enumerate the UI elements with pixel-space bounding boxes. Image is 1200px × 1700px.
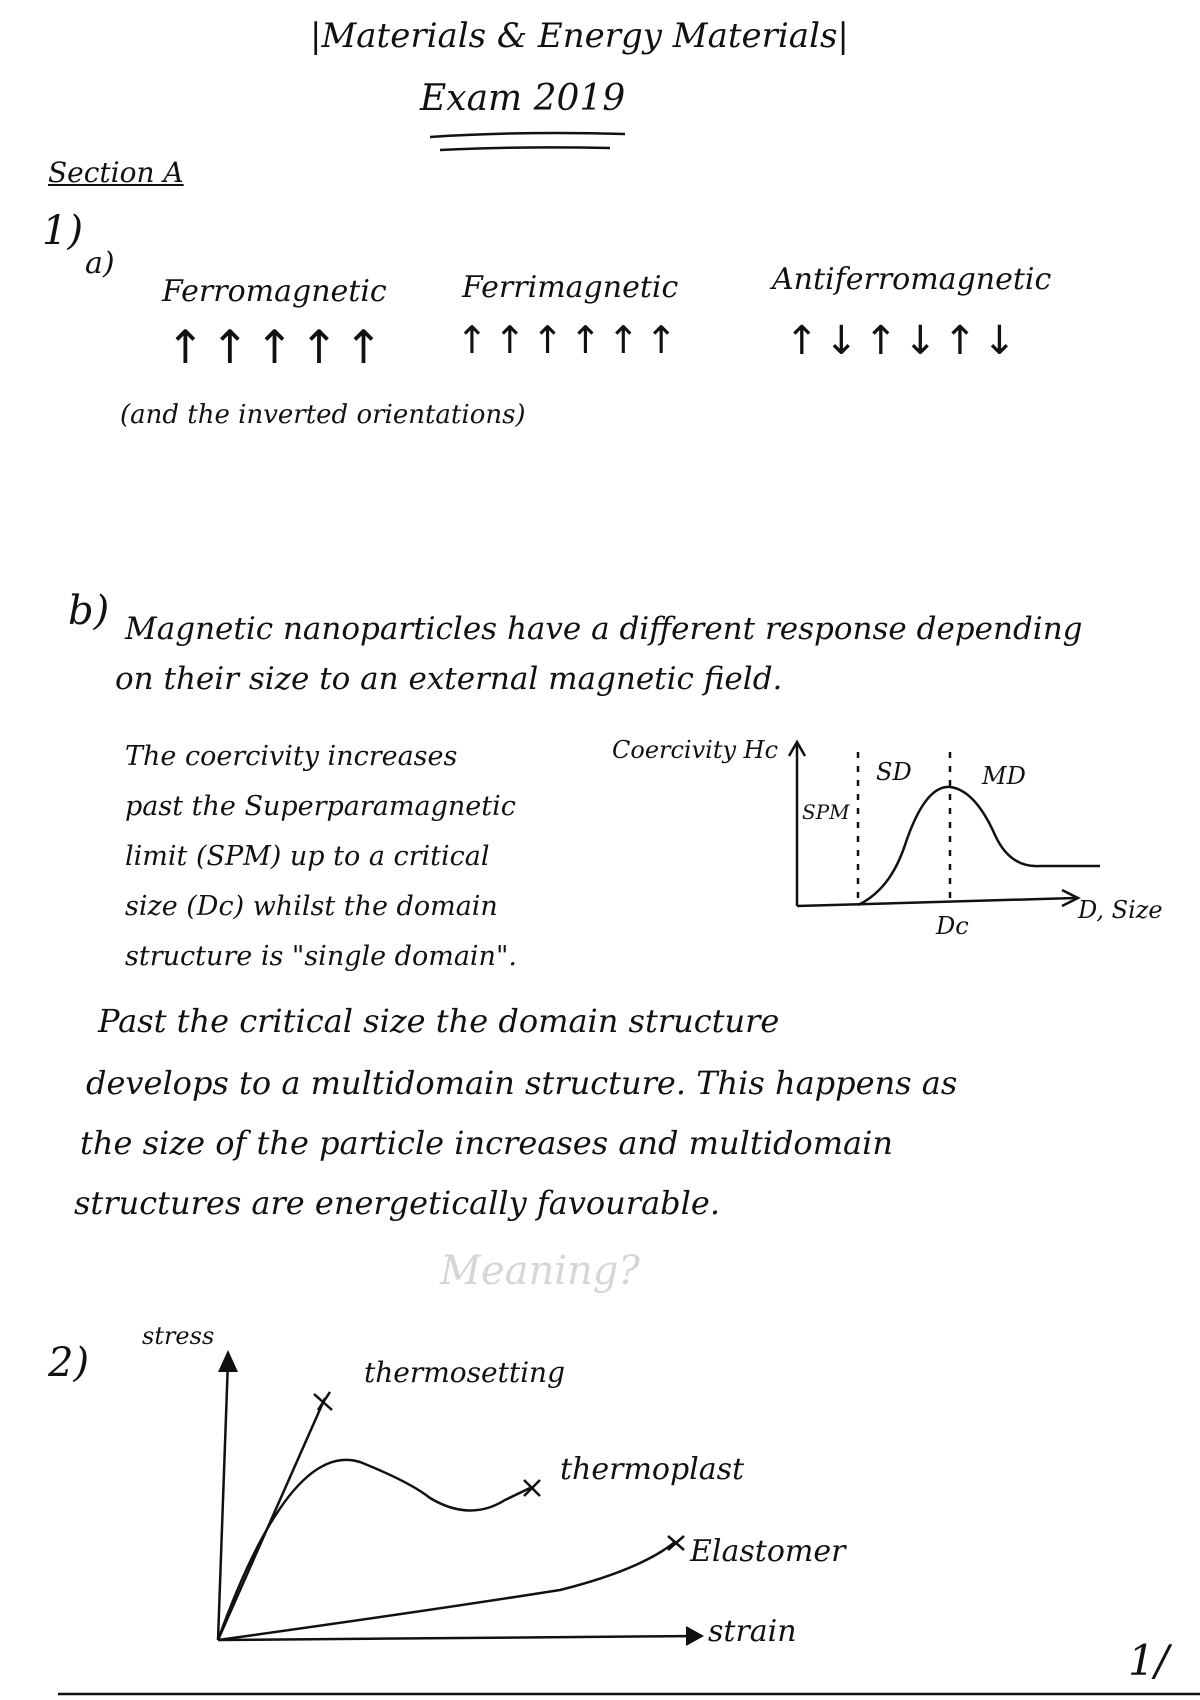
elastomer-label: Elastomer bbox=[690, 1534, 846, 1569]
page-title-bar: |Materials & Energy Materials| bbox=[310, 16, 849, 56]
title-underline-2 bbox=[440, 147, 610, 150]
strain-axis-label: strain bbox=[708, 1614, 797, 1649]
exam-year: Exam 2019 bbox=[420, 78, 626, 119]
spm-region-label: SPM bbox=[802, 800, 850, 824]
part-a-label: a) bbox=[85, 246, 115, 281]
coercivity-line-2: past the Superparamagnetic bbox=[125, 791, 516, 822]
page-number: 1/ bbox=[1128, 1636, 1169, 1685]
part-b-intro-line-1: Magnetic nanoparticles have a different response depending bbox=[125, 611, 1083, 647]
antiferromagnetic-label: Antiferromagnetic bbox=[772, 262, 1052, 297]
stress-axis-label: stress bbox=[142, 1322, 215, 1350]
question-2-number: 2) bbox=[48, 1340, 90, 1386]
ferromagnetic-label: Ferromagnetic bbox=[162, 274, 387, 309]
ferrimagnetic-label: Ferrimagnetic bbox=[462, 270, 679, 305]
thermoplast-curve bbox=[218, 1460, 530, 1640]
thermosetting-curve bbox=[218, 1398, 325, 1640]
section-heading: Section A bbox=[48, 156, 184, 189]
paragraph-line-2: develops to a multidomain structure. This happens as bbox=[86, 1064, 958, 1102]
coercivity-line-5: structure is "single domain". bbox=[125, 941, 517, 972]
question-1-number: 1) bbox=[42, 208, 84, 254]
coercivity-line-3: limit (SPM) up to a critical bbox=[125, 841, 490, 872]
coercivity-axis-label: Coercivity Hc bbox=[612, 736, 779, 764]
title-underline-1 bbox=[430, 133, 625, 137]
thermoplast-break bbox=[524, 1480, 540, 1496]
size-axis-label: D, Size bbox=[1078, 896, 1163, 924]
thermoplast-label: thermoplast bbox=[560, 1452, 745, 1487]
coercivity-curve bbox=[858, 787, 1100, 905]
stress-y-arrow bbox=[218, 1350, 238, 1372]
coercivity-x-axis bbox=[797, 898, 1075, 906]
stress-y-axis bbox=[218, 1360, 228, 1640]
inverted-note: (and the inverted orientations) bbox=[120, 400, 526, 430]
thermosetting-break bbox=[314, 1392, 332, 1410]
sd-region-label: SD bbox=[876, 758, 912, 786]
strain-x-arrow bbox=[686, 1626, 704, 1646]
paragraph-line-3: the size of the particle increases and multidomain bbox=[80, 1124, 893, 1162]
faint-mark: Meaning? bbox=[440, 1248, 640, 1294]
strain-x-axis bbox=[218, 1636, 700, 1640]
elastomer-curve bbox=[218, 1542, 675, 1640]
thermosetting-label: thermosetting bbox=[364, 1356, 566, 1389]
ferromagnetic-arrows: ↑↑↑↑↑ bbox=[166, 320, 389, 374]
coercivity-line-1: The coercivity increases bbox=[125, 741, 458, 772]
ferrimagnetic-arrows: ↑↑↑↑↑↑ bbox=[456, 318, 684, 362]
page-title: Materials & Energy Materials bbox=[321, 16, 838, 56]
elastomer-break bbox=[668, 1536, 684, 1550]
paragraph-line-4: structures are energetically favourable. bbox=[74, 1184, 720, 1222]
dc-label: Dc bbox=[936, 912, 969, 940]
paragraph-line-1: Past the critical size the domain structure bbox=[98, 1002, 780, 1040]
md-region-label: MD bbox=[982, 762, 1026, 790]
part-b-label: b) bbox=[68, 588, 110, 634]
coercivity-line-4: size (Dc) whilst the domain bbox=[125, 891, 498, 922]
part-b-intro-line-2: on their size to an external magnetic field. bbox=[115, 661, 783, 697]
antiferromagnetic-arrows: ↑↓↑↓↑↓ bbox=[785, 318, 1023, 364]
